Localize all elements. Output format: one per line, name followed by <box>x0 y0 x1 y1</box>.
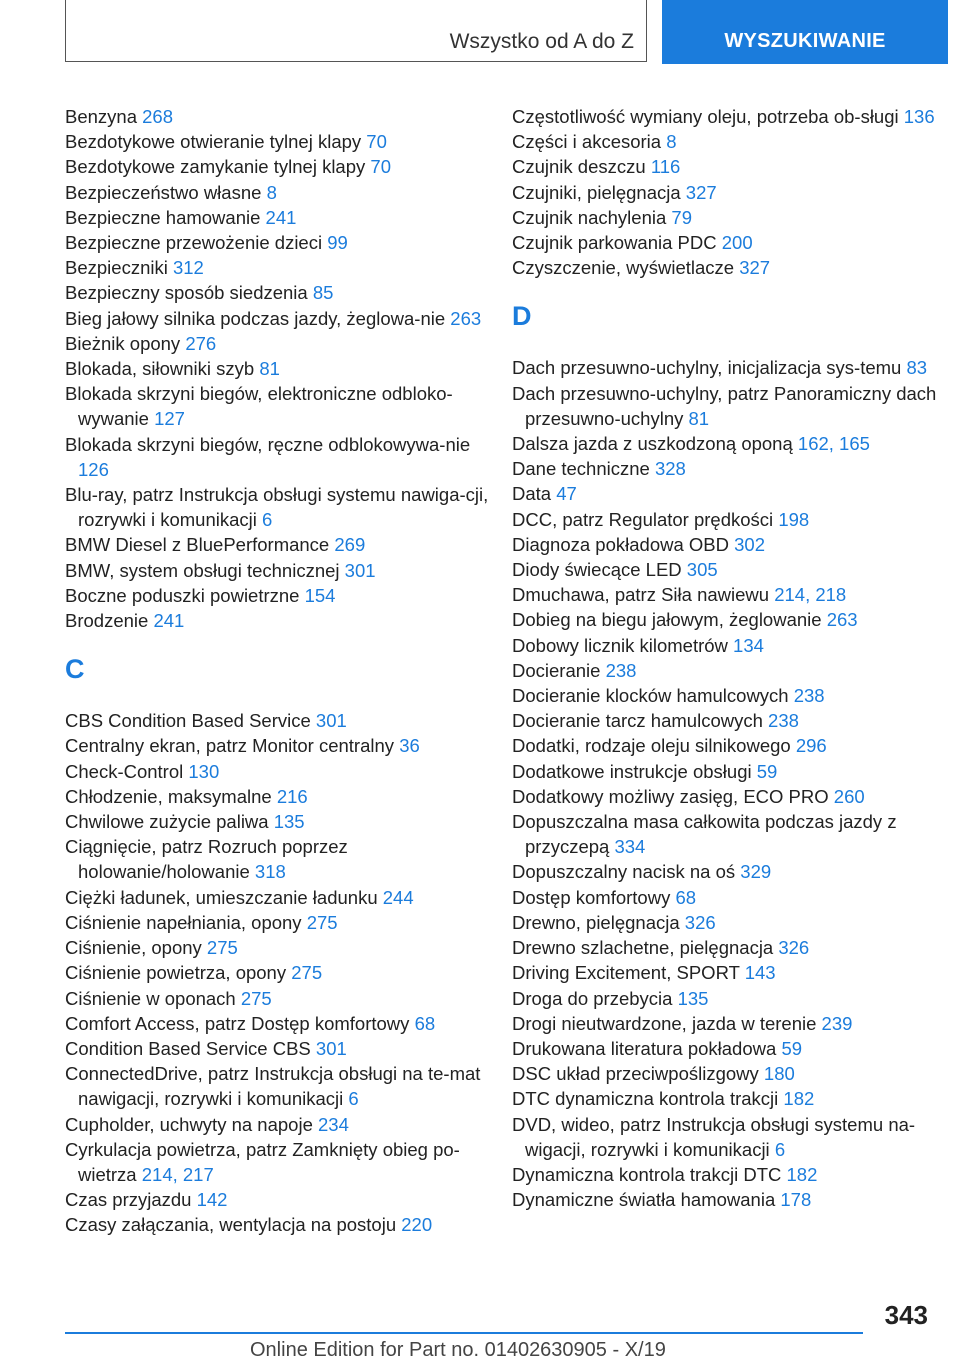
index-entry-term: Ciężki ładunek, umieszczanie ładunku <box>65 886 383 908</box>
index-entry <box>65 280 495 305</box>
index-entry-page-link[interactable]: 83 <box>906 357 928 379</box>
index-entry-page-link[interactable]: 301 <box>344 559 376 581</box>
index-entry-page-link[interactable]: 275 <box>206 937 238 959</box>
index-entry-term: Drewno szlachetne, pielęgnacja <box>512 937 779 959</box>
index-entry-page-link[interactable]: 127 <box>154 408 185 430</box>
index-entry-term: Ciśnienie w oponach <box>65 987 241 1009</box>
index-section-letter: C <box>65 654 85 685</box>
top-navigation <box>65 0 948 64</box>
index-entry <box>512 1011 942 1036</box>
index-entry-term: Czasy załączania, wentylacja na postoju <box>65 1214 402 1236</box>
index-entry <box>65 255 495 280</box>
index-entry-term: Cyrkulacja powietrza, patrz Zamknięty obieg po-wietrza <box>65 1138 460 1185</box>
index-entry <box>512 1061 942 1086</box>
index-entry-page-link[interactable]: 241 <box>265 206 297 228</box>
tab-search[interactable] <box>662 0 948 64</box>
index-entry-term: Chwilowe zużycie paliwa <box>65 811 274 833</box>
index-entry-term: Dodatkowy możliwy zasięg, ECO PRO <box>512 785 834 807</box>
index-entry-term: Dodatkowe instrukcje obsługi <box>512 760 757 782</box>
index-entry-page-link[interactable]: 239 <box>821 1012 853 1034</box>
index-entry-page-link[interactable]: 220 <box>401 1214 433 1236</box>
index-entry-page-link[interactable]: 260 <box>833 785 865 807</box>
footer-divider <box>65 1332 863 1334</box>
index-entry-page-link[interactable]: 68 <box>675 886 697 908</box>
index-entry <box>65 1137 495 1187</box>
index-entry-term: Dostęp komfortowy <box>512 886 676 908</box>
index-entry-page-link[interactable]: 301 <box>315 710 347 732</box>
index-entry <box>65 129 495 154</box>
index-entry-page-link[interactable]: 238 <box>605 659 637 681</box>
index-entry <box>65 834 495 884</box>
index-entry <box>65 708 495 733</box>
index-entry-page-link[interactable]: 241 <box>153 610 185 632</box>
index-entry-term: Drewno, pielęgnacja <box>512 911 685 933</box>
index-entry-page-link[interactable]: 214, 218 <box>774 584 847 606</box>
index-entry-page-link[interactable]: 180 <box>763 1063 795 1085</box>
index-entry <box>65 205 495 230</box>
index-entry-page-link[interactable]: 143 <box>744 962 776 984</box>
index-entry <box>65 784 495 809</box>
index-entry-term: Czujnik nachylenia <box>512 206 672 228</box>
index-entry <box>512 910 942 935</box>
index-entry-page-link[interactable]: 6 <box>262 509 273 531</box>
index-entry <box>512 180 942 205</box>
index-entry-term: Drogi nieutwardzone, jazda w terenie <box>512 1012 822 1034</box>
index-entry-term: Blu-ray, patrz Instrukcja obsługi systemu nawiga-cji, rozrywki i komunikacji <box>65 484 489 531</box>
index-entry <box>65 331 495 356</box>
index-entry-term: Dalsza jazda z uszkodzoną oponą <box>512 433 798 455</box>
footer-text: Online Edition for Part no. 01402630905 - X/19 <box>250 1339 666 1361</box>
index-entry-page-link[interactable]: 302 <box>734 533 766 555</box>
index-entry <box>512 104 942 129</box>
index-entry-term: ConnectedDrive, patrz Instrukcja obsługi na te-mat nawigacji, rozrywki i komunikacji <box>65 1063 481 1110</box>
index-entry-term: CBS Condition Based Service <box>65 710 316 732</box>
index-entry-term: Ciśnienie, opony <box>65 937 207 959</box>
index-entry <box>65 1061 495 1111</box>
index-entry-term: BMW Diesel z BluePerformance <box>65 534 335 556</box>
index-entry-page-link[interactable]: 238 <box>768 710 799 732</box>
index-entry <box>65 356 495 381</box>
index-column-left <box>65 104 495 1238</box>
index-entry <box>512 582 942 607</box>
index-entry-term: Dobieg na biegu jałowym, żeglowanie <box>512 609 827 631</box>
index-entry <box>65 104 495 129</box>
index-entry-term: Dopuszczalna masa całkowita podczas jazdy z przyczepą <box>512 811 897 858</box>
index-entry-term: Bezpieczniki <box>65 257 173 279</box>
index-entry <box>65 1112 495 1137</box>
index-entry <box>512 557 942 582</box>
index-entry <box>65 986 495 1011</box>
index-entry-term: Blokada, siłowniki szyb <box>65 358 260 380</box>
index-entry-term: Dopuszczalny nacisk na oś <box>512 861 741 883</box>
index-entry <box>65 482 495 532</box>
index-entry-page-link[interactable]: 59 <box>781 1037 803 1059</box>
index-entry-term: Data <box>512 483 557 505</box>
index-entry <box>512 381 942 431</box>
index-entry-term: Dodatki, rodzaje oleju silnikowego <box>512 735 796 757</box>
index-entry-term: Bieg jałowy silnika podczas jazdy, żeglowa-nie <box>65 307 451 329</box>
index-entry <box>65 960 495 985</box>
index-entry-term: Droga do przebycia <box>512 987 678 1009</box>
index-entry-term: Diody świecące LED <box>512 559 687 581</box>
index-entry <box>512 809 942 859</box>
index-entry-term: Dane techniczne <box>512 458 655 480</box>
index-entry-page-link[interactable]: 244 <box>382 886 414 908</box>
index-entry-term: Brodzenie <box>65 610 154 632</box>
index-entry-term: Bezdotykowe zamykanie tylnej klapy <box>65 156 371 178</box>
index-entry-term: Blokada skrzyni biegów, ręczne odblokowywa-nie <box>65 433 471 455</box>
index-entry-page-link[interactable]: 182 <box>786 1163 818 1185</box>
index-entry-page-link[interactable]: 68 <box>414 1012 436 1034</box>
index-entry-page-link[interactable]: 126 <box>78 458 109 480</box>
index-entry <box>65 583 495 608</box>
index-entry <box>512 507 942 532</box>
index-entry-page-link[interactable]: 85 <box>312 282 334 304</box>
index-entry-page-link[interactable]: 275 <box>306 911 338 933</box>
index-entry-page-link[interactable]: 276 <box>185 332 217 354</box>
index-entry <box>512 960 942 985</box>
index-entry <box>65 154 495 179</box>
index-entry <box>65 759 495 784</box>
index-entry-term: Chłodzenie, maksymalne <box>65 785 277 807</box>
index-entry <box>512 859 942 884</box>
index-entry-term: Dach przesuwno-uchylny, patrz Panoramiczny dach przesuwno-uchylny <box>512 382 937 429</box>
index-entry-term: Dach przesuwno-uchylny, inicjalizacja sys-temu <box>512 357 907 379</box>
index-entry-page-link[interactable]: 238 <box>793 685 825 707</box>
index-entry <box>512 607 942 632</box>
index-entry-page-link[interactable]: 99 <box>327 232 348 254</box>
index-entry-term: Bezdotykowe otwieranie tylnej klapy <box>65 131 367 153</box>
index-entry-page-link[interactable]: 263 <box>450 307 482 329</box>
index-entry-page-link[interactable]: 8 <box>666 131 677 153</box>
index-entry <box>512 683 942 708</box>
index-entry-page-link[interactable]: 200 <box>721 232 753 254</box>
index-entry-term: DVD, wideo, patrz Instrukcja obsługi systemu na-wigacji, rozrywki i komunikacji <box>512 1113 916 1160</box>
index-entry-term: Bezpieczne hamowanie <box>65 206 266 228</box>
index-entry <box>65 910 495 935</box>
index-entry <box>512 784 942 809</box>
index-entry-page-link[interactable]: 36 <box>399 735 420 757</box>
index-entry-term: Czujnik parkowania PDC <box>512 232 722 254</box>
index-entry-term: DCC, patrz Regulator prędkości <box>512 508 779 530</box>
index-entry-term: Cupholder, uchwyty na napoje <box>65 1113 319 1135</box>
index-entry-page-link[interactable]: 6 <box>774 1138 786 1160</box>
index-entry <box>512 658 942 683</box>
index-entry-term: Częstotliwość wymiany oleju, potrzeba ob-sługi <box>512 106 904 127</box>
index-entry-page-link[interactable]: 326 <box>778 937 810 959</box>
index-entry <box>65 733 495 758</box>
index-entry-term: Condition Based Service CBS <box>65 1037 316 1059</box>
index-column-right <box>512 104 942 1212</box>
index-entry-page-link[interactable]: 214, 217 <box>141 1163 214 1185</box>
index-entry-page-link[interactable]: 142 <box>196 1189 228 1211</box>
tab-search-label: WYSZUKIWANIE <box>724 30 886 52</box>
index-entry-term: Bezpieczne przewożenie dzieci <box>65 232 328 254</box>
index-entry-page-link[interactable]: 301 <box>315 1037 347 1059</box>
index-entry <box>512 129 942 154</box>
index-entry-page-link[interactable]: 296 <box>795 735 827 757</box>
index-entry-term: Driving Excitement, SPORT <box>512 962 745 984</box>
index-entry-page-link[interactable]: 81 <box>688 407 710 429</box>
index-entry <box>512 1036 942 1061</box>
index-entry-page-link[interactable]: 269 <box>334 534 366 556</box>
index-entry <box>512 1086 942 1111</box>
index-entry-page-link[interactable]: 47 <box>556 483 577 505</box>
index-entry <box>65 306 495 331</box>
index-section-letter: D <box>512 301 532 332</box>
index-entry-term: Czyszczenie, wyświetlacze <box>512 257 740 279</box>
index-entry-term: Czas przyjazdu <box>65 1189 197 1211</box>
index-entry-page-link[interactable]: 136 <box>903 106 935 127</box>
index-entry-term: DTC dynamiczna kontrola trakcji <box>512 1088 784 1110</box>
index-entry-term: Docieranie <box>512 659 606 681</box>
index-entry-page-link[interactable]: 70 <box>370 156 391 178</box>
index-entry <box>512 759 942 784</box>
index-entry-term: Drukowana literatura pokładowa <box>512 1037 782 1059</box>
index-entry <box>512 355 942 380</box>
index-entry-page-link[interactable]: 263 <box>826 609 858 631</box>
index-entry <box>512 885 942 910</box>
index-entry <box>512 633 942 658</box>
tab-a-to-z[interactable] <box>65 0 647 62</box>
index-entry <box>65 1011 495 1036</box>
index-entry <box>512 205 942 230</box>
index-entry-page-link[interactable]: 8 <box>266 181 277 203</box>
index-entry-term: Dynamiczna kontrola trakcji DTC <box>512 1163 787 1185</box>
index-entry-term: BMW, system obsługi technicznej <box>65 559 345 581</box>
index-entry <box>512 1187 942 1212</box>
index-entry <box>65 230 495 255</box>
index-entry-page-link[interactable]: 70 <box>366 131 387 153</box>
index-entry-term: Czujniki, pielęgnacja <box>512 181 686 203</box>
index-entry-page-link[interactable]: 178 <box>780 1189 812 1211</box>
index-entry-page-link[interactable]: 130 <box>188 760 220 782</box>
index-entry <box>512 1162 942 1187</box>
index-entry-page-link[interactable]: 312 <box>172 257 204 279</box>
index-entry-term: Bezpieczny sposób siedzenia <box>65 282 313 304</box>
index-entry-term: Blokada skrzyni biegów, elektroniczne odbloko-wywanie <box>65 383 453 430</box>
index-entry-page-link[interactable]: 6 <box>348 1088 359 1110</box>
index-entry-term: Ciągnięcie, patrz Rozruch poprzez holowanie/holowanie <box>65 836 348 883</box>
index-entry <box>512 481 942 506</box>
page-number: 343 <box>884 1300 928 1330</box>
index-entry <box>512 532 942 557</box>
index-entry-term: DSC układ przeciwpoślizgowy <box>512 1063 764 1085</box>
index-entry <box>512 986 942 1011</box>
index-entry-term: Ciśnienie napełniania, opony <box>65 911 307 933</box>
index-entry <box>512 431 942 456</box>
index-entry-page-link[interactable]: 59 <box>756 760 778 782</box>
index-entry-page-link[interactable]: 327 <box>685 181 717 203</box>
index-entry <box>65 381 495 431</box>
index-entry <box>512 255 942 280</box>
index-entry <box>65 432 495 482</box>
index-entry-term: Boczne poduszki powietrzne <box>65 584 305 606</box>
index-entry-page-link[interactable]: 116 <box>650 156 681 178</box>
index-entry <box>512 1112 942 1162</box>
index-entry-page-link[interactable]: 198 <box>778 508 810 530</box>
index-entry <box>65 532 495 557</box>
index-entry <box>65 558 495 583</box>
index-entry <box>65 1036 495 1061</box>
index-entry-term: Comfort Access, patrz Dostęp komfortowy <box>65 1012 415 1034</box>
index-entry-page-link[interactable]: 268 <box>142 106 174 127</box>
index-entry <box>65 1187 495 1212</box>
index-entry-term: Dobowy licznik kilometrów <box>512 634 734 656</box>
index-entry-page-link[interactable]: 135 <box>677 987 709 1009</box>
index-entry-term: Dynamiczne światła hamowania <box>512 1189 781 1211</box>
index-entry-page-link[interactable]: 135 <box>273 811 305 833</box>
index-entry-page-link[interactable]: 334 <box>614 836 646 858</box>
index-entry <box>65 180 495 205</box>
index-entry-page-link[interactable]: 216 <box>276 785 308 807</box>
index-entry-term: Diagnoza pokładowa OBD <box>512 533 735 555</box>
index-entry-page-link[interactable]: 328 <box>654 458 686 480</box>
index-entry-page-link[interactable]: 234 <box>318 1113 349 1135</box>
index-entry-page-link[interactable]: 275 <box>240 987 272 1009</box>
index-entry-page-link[interactable]: 162, 165 <box>797 433 870 455</box>
index-entry-term: Czujnik deszczu <box>512 156 651 178</box>
index-entry-term: Części i akcesoria <box>512 131 667 153</box>
index-entry-page-link[interactable]: 326 <box>684 911 716 933</box>
index-entry-term: Bieżnik opony <box>65 332 186 354</box>
index-entry-page-link[interactable]: 275 <box>291 962 323 984</box>
index-entry-term: Check-Control <box>65 760 189 782</box>
index-entry-page-link[interactable]: 329 <box>740 861 772 883</box>
index-entry <box>65 935 495 960</box>
index-entry-term: Bezpieczeństwo własne <box>65 181 267 203</box>
index-entry-page-link[interactable]: 327 <box>739 257 771 279</box>
index-entry <box>512 456 942 481</box>
index-entry <box>512 230 942 255</box>
index-entry <box>512 935 942 960</box>
index-entry-term: Benzyna <box>65 106 143 127</box>
index-entry <box>65 885 495 910</box>
index-entry <box>512 708 942 733</box>
index-entry-page-link[interactable]: 79 <box>671 206 692 228</box>
index-entry-page-link[interactable]: 305 <box>686 559 718 581</box>
index-entry <box>65 809 495 834</box>
index-entry <box>65 1212 495 1237</box>
index-entry-term: Dmuchawa, patrz Siła nawiewu <box>512 584 775 606</box>
tab-a-to-z-label: Wszystko od A do Z <box>449 30 634 53</box>
index-entry-term: Docieranie klocków hamulcowych <box>512 685 794 707</box>
index-entry-term: Docieranie tarcz hamulcowych <box>512 710 769 732</box>
index-entry-page-link[interactable]: 318 <box>254 861 286 883</box>
index-entry-term: Ciśnienie powietrza, opony <box>65 962 292 984</box>
index-entry-page-link[interactable]: 182 <box>783 1088 815 1110</box>
index-entry <box>512 154 942 179</box>
index-entry <box>512 733 942 758</box>
index-entry-term: Centralny ekran, patrz Monitor centralny <box>65 735 400 757</box>
index-entry-page-link[interactable]: 81 <box>259 358 280 380</box>
index-entry-page-link[interactable]: 154 <box>304 584 336 606</box>
index-entry <box>65 608 495 633</box>
index-entry-page-link[interactable]: 134 <box>733 634 764 656</box>
